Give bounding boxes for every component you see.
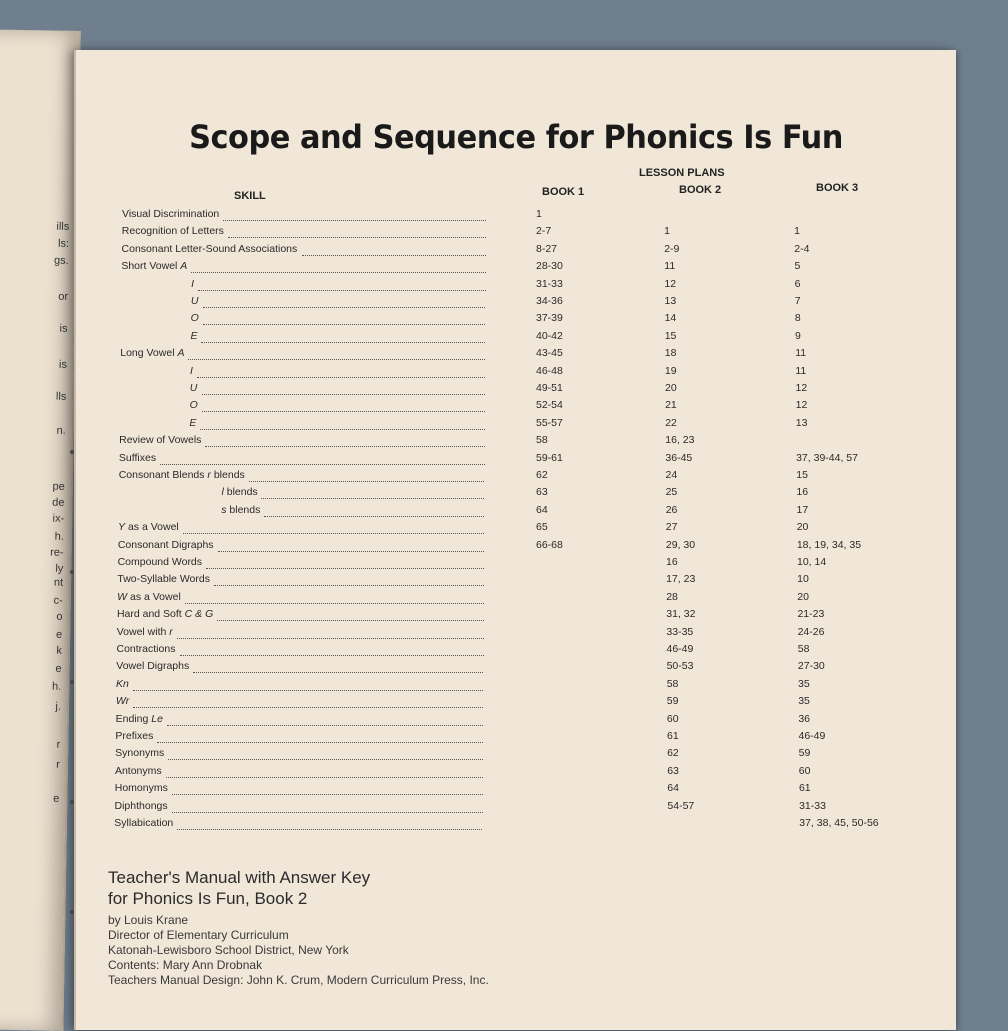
dot-leader	[172, 800, 483, 813]
book2-pages: 64	[667, 782, 679, 795]
book1-pages: 64	[536, 503, 548, 516]
skill-text-suffix: as a Vowel	[127, 590, 181, 603]
skill-italic-text: r	[207, 469, 211, 481]
skill-label	[115, 765, 162, 777]
book2-pages: 59	[666, 695, 679, 708]
skill-italic-text: Wr	[115, 695, 130, 708]
table-row	[76, 678, 956, 695]
book2-pages: 16, 23	[665, 434, 695, 447]
book2-pages: 46-49	[666, 643, 694, 655]
dot-leader	[133, 695, 483, 708]
dot-leader	[201, 330, 485, 343]
book1-pages: 58	[536, 434, 548, 447]
book2-pages: 2-9	[664, 242, 680, 255]
table-row	[76, 730, 956, 747]
book1-pages: 46-48	[536, 364, 563, 377]
book1-pages: 40-42	[536, 329, 563, 342]
book3-pages: 11	[795, 364, 807, 377]
book2-pages: 11	[664, 260, 676, 273]
skill-label	[191, 295, 199, 307]
skill-label	[119, 452, 156, 464]
skill-italic-text: Y	[118, 521, 126, 534]
skill-text: Short Vowel	[121, 260, 181, 273]
skill-italic-text: l	[221, 486, 224, 499]
book1-pages: 63	[536, 486, 548, 499]
dot-leader	[177, 817, 482, 830]
table-row	[76, 713, 956, 730]
table-row	[76, 295, 956, 312]
book2-pages: 22	[665, 416, 677, 429]
skill-text: Two-Syllable Words	[117, 573, 210, 586]
skill-header: SKILL	[234, 190, 266, 202]
left-page-text-fragment: e	[55, 628, 63, 641]
book2-pages: 50-53	[666, 660, 694, 673]
table-row	[76, 747, 956, 764]
left-page-text-fragment: ills	[56, 220, 70, 233]
dot-leader	[205, 434, 485, 447]
book1-pages: 62	[536, 469, 548, 481]
book3-pages: 1	[794, 225, 800, 238]
left-page-text-fragment: ly	[55, 562, 64, 575]
book2-pages: 15	[664, 329, 677, 342]
skill-label	[121, 260, 187, 272]
skill-text: Contractions	[116, 643, 176, 655]
book3-pages: 58	[797, 643, 810, 655]
dot-leader	[200, 417, 484, 430]
table-row	[76, 660, 956, 677]
table-row	[76, 330, 956, 347]
dot-leader	[197, 365, 485, 378]
skill-text: Review of Vowels	[119, 434, 202, 447]
skill-label	[190, 330, 197, 342]
dot-leader	[188, 347, 485, 360]
skill-text: Synonyms	[115, 747, 165, 760]
author: by Louis Krane	[108, 913, 189, 927]
book3-pages: 6	[794, 277, 801, 290]
dot-leader	[249, 469, 485, 482]
skill-text-suffix: as a Vowel	[125, 521, 179, 534]
book3-pages: 10	[797, 573, 809, 586]
dot-leader	[202, 382, 485, 395]
manual-title-line1: Teacher's Manual with Answer Key	[108, 868, 371, 887]
table-row	[76, 608, 956, 625]
table-row	[76, 556, 956, 573]
book2-pages: 63	[667, 764, 679, 777]
dot-leader	[302, 243, 486, 256]
dot-leader	[217, 608, 484, 621]
book2-pages: 1	[664, 225, 670, 238]
dot-leader	[198, 278, 485, 291]
skill-text: Diphthongs	[114, 799, 168, 812]
manual-title-line2: for Phonics Is Fun, Book 2	[108, 889, 308, 908]
book2-pages: 18	[664, 347, 677, 360]
left-page-text-fragment: e	[55, 662, 62, 675]
book3-pages: 36	[798, 712, 811, 725]
table-row	[76, 591, 956, 608]
design-credit: Teachers Manual Design: John K. Crum, Modern Curriculum Press, Inc.	[108, 973, 489, 987]
table-row	[76, 243, 956, 260]
skill-label	[190, 365, 193, 377]
skill-text-suffix: blends	[223, 486, 258, 499]
skill-text: Consonant Letter-Sound Associations	[121, 242, 298, 255]
table-row	[76, 695, 956, 712]
book2-pages: 54-57	[667, 799, 695, 812]
skill-label	[191, 278, 194, 290]
book2-pages: 28	[666, 590, 678, 603]
skill-label	[114, 817, 173, 829]
book2-pages: 36-45	[665, 451, 693, 464]
book2-pages: 25	[665, 486, 678, 499]
book3-pages: 8	[794, 312, 801, 325]
book2-pages: 60	[666, 712, 679, 725]
book1-pages: 31-33	[536, 277, 563, 290]
skill-italic-text: O	[189, 399, 198, 412]
skill-label	[118, 556, 202, 568]
dot-leader	[183, 521, 484, 534]
book3-pages: 20	[796, 521, 809, 534]
dot-leader	[168, 747, 483, 760]
left-page-text-fragment: lls	[55, 390, 67, 403]
book3-pages: 12	[795, 382, 808, 394]
skill-text: Syllabication	[114, 817, 174, 829]
dot-leader	[167, 713, 483, 726]
skill-label	[119, 434, 201, 446]
dot-leader	[185, 591, 484, 604]
book2-pages: 17, 23	[666, 573, 696, 586]
skill-label	[118, 521, 179, 533]
skill-italic-text: A	[177, 347, 185, 360]
table-row	[76, 347, 956, 364]
left-page-text-fragment: ix-	[52, 512, 65, 525]
book2-pages: 12	[664, 277, 677, 290]
dot-leader	[203, 312, 486, 325]
book3-pages: 16	[796, 486, 809, 499]
skill-text: Vowel with	[116, 625, 170, 638]
left-page-text-fragment: r	[56, 738, 61, 751]
book2-pages: 33-35	[666, 625, 694, 638]
book1-header: BOOK 1	[542, 186, 585, 198]
skill-italic-text: s	[221, 503, 227, 516]
left-page-text-fragment: n.	[56, 424, 66, 437]
skill-label	[115, 747, 164, 759]
book3-pages: 9	[795, 329, 801, 342]
school-district: Katonah-Lewisboro School District, New York	[108, 943, 349, 957]
table-row	[76, 260, 956, 277]
skill-text: Antonyms	[114, 764, 162, 777]
skill-text-suffix: blends	[210, 469, 245, 481]
book2-pages: 21	[665, 399, 677, 412]
book2-pages: 58	[666, 677, 679, 690]
skill-label	[116, 660, 189, 672]
contents-credit: Contents: Mary Ann Drobnak	[108, 958, 263, 972]
book3-pages: 27-30	[797, 660, 825, 673]
dot-leader	[203, 295, 486, 308]
skill-label	[120, 347, 184, 359]
left-page-text-fragment: j.	[55, 700, 62, 713]
skill-label	[115, 800, 168, 812]
skill-italic-text: I	[190, 364, 193, 377]
skill-label	[189, 417, 196, 429]
table-row	[76, 521, 956, 538]
skill-italic-text: Le	[151, 712, 163, 725]
left-page-text-fragment: e	[53, 792, 60, 805]
left-page-text-fragment: pe	[52, 480, 65, 493]
book2-pages: 62	[667, 747, 679, 760]
book3-pages: 13	[795, 416, 808, 429]
skill-text: Hard and Soft	[116, 608, 185, 621]
table-row	[76, 417, 956, 434]
table-row	[76, 434, 956, 451]
skill-label	[116, 678, 129, 690]
book3-pages: 46-49	[798, 730, 826, 742]
skill-text: Long Vowel	[120, 347, 178, 360]
skill-label	[119, 469, 245, 481]
book1-pages: 66-68	[536, 538, 563, 551]
book2-pages: 27	[665, 521, 678, 534]
book1-pages: 43-45	[536, 347, 563, 360]
table-row	[76, 365, 956, 382]
book2-header: BOOK 2	[679, 184, 722, 196]
book1-pages: 8-27	[536, 242, 558, 255]
book1-pages: 52-54	[536, 399, 563, 412]
dot-leader	[206, 556, 484, 569]
dot-leader	[157, 730, 483, 743]
dot-leader	[261, 486, 484, 499]
dot-leader	[264, 504, 484, 517]
book2-pages: 19	[664, 364, 677, 377]
skill-label	[116, 713, 163, 725]
left-page-text-fragment: h.	[54, 530, 64, 543]
book1-pages: 28-30	[536, 260, 563, 273]
skill-italic-text: r	[169, 625, 173, 638]
dot-leader	[191, 260, 485, 273]
book3-pages: 60	[798, 764, 811, 777]
table-row	[76, 573, 956, 590]
dot-leader	[172, 782, 483, 795]
book2-pages: 31, 32	[666, 608, 696, 621]
skill-italic-text: E	[190, 329, 198, 342]
skill-italic-text: U	[189, 382, 198, 394]
skill-label	[117, 573, 210, 585]
skill-text: Ending	[115, 712, 152, 725]
table-row	[76, 817, 956, 834]
book3-pages: 37, 39-44, 57	[796, 451, 858, 464]
book2-pages: 29, 30	[665, 538, 696, 551]
left-page-text-fragment: gs.	[53, 254, 69, 267]
skill-label	[190, 382, 198, 394]
skill-label	[117, 591, 181, 603]
skill-text: Prefixes	[115, 730, 154, 742]
left-page-text-fragment: de	[52, 496, 65, 509]
table-row	[76, 643, 956, 660]
dot-leader	[177, 626, 484, 639]
book3-pages: 24-26	[797, 625, 825, 638]
left-page-text-fragment: o	[56, 610, 63, 623]
table-row	[76, 469, 956, 486]
left-page-text-fragment: ls:	[57, 237, 70, 250]
skill-label	[115, 782, 168, 794]
left-page-text-fragment: is	[59, 322, 68, 335]
skill-italic-text: I	[191, 277, 195, 290]
left-page-text-fragment: h.	[51, 680, 62, 693]
book3-pages: 18, 19, 34, 35	[796, 538, 862, 551]
left-page	[0, 29, 81, 1031]
book2-pages: 26	[665, 503, 678, 516]
dot-leader	[160, 452, 485, 465]
book-page	[74, 50, 956, 1030]
book3-pages: 21-23	[797, 608, 825, 621]
book2-pages: 13	[664, 295, 677, 307]
book2-pages: 14	[664, 312, 677, 325]
table-row	[76, 399, 956, 416]
book2-pages: 16	[666, 556, 678, 568]
table-row	[76, 452, 956, 469]
skill-text: Homonyms	[114, 782, 168, 795]
book1-pages: 37-39	[536, 312, 563, 325]
skill-text: Recognition of Letters	[121, 225, 224, 238]
book2-pages: 20	[665, 382, 677, 394]
left-page-text-fragment: k	[56, 644, 63, 657]
book3-pages: 7	[794, 295, 801, 307]
book3-pages: 61	[798, 782, 811, 795]
skill-italic-text: E	[189, 416, 197, 429]
book3-header: BOOK 3	[816, 182, 859, 194]
left-page-text-fragment: r	[56, 758, 61, 771]
book3-pages: 31-33	[799, 799, 826, 812]
skill-text: Consonant Blends	[118, 469, 208, 481]
table-row	[76, 208, 956, 225]
skill-label	[190, 399, 198, 411]
book1-pages: 55-57	[536, 416, 563, 429]
left-page-text-fragment: nt	[53, 576, 64, 589]
skill-italic-text: A	[180, 260, 188, 273]
skill-text-suffix: blends	[226, 503, 261, 516]
book2-pages: 61	[667, 730, 679, 742]
skill-label	[117, 643, 176, 655]
dot-leader	[166, 765, 483, 778]
skill-label	[122, 243, 298, 255]
book3-pages: 2-4	[794, 242, 810, 255]
dot-leader	[223, 208, 486, 221]
left-page-text-fragment: re-	[50, 546, 64, 559]
skill-label	[117, 626, 173, 638]
table-row	[76, 765, 956, 782]
author-role: Director of Elementary Curriculum	[108, 928, 289, 942]
skill-label	[221, 504, 260, 516]
book3-pages: 35	[798, 695, 810, 708]
dot-leader	[180, 643, 484, 656]
skill-text: Vowel Digraphs	[116, 660, 190, 673]
book3-pages: 11	[795, 347, 807, 360]
book3-pages: 10, 14	[797, 556, 827, 568]
skill-text: Consonant Digraphs	[117, 538, 214, 551]
skill-text: Compound Words	[117, 556, 203, 568]
table-row	[76, 278, 956, 295]
skill-italic-text: O	[190, 312, 199, 325]
skill-label	[116, 695, 129, 707]
book3-pages: 5	[794, 260, 801, 273]
skill-label	[118, 539, 214, 551]
skill-label	[117, 608, 213, 620]
table-row	[76, 504, 956, 521]
table-row	[76, 539, 956, 556]
skill-text: Suffixes	[118, 451, 157, 464]
table-row	[76, 486, 956, 503]
skill-italic-text: C & G	[184, 608, 214, 621]
skill-italic-text: Kn	[116, 677, 129, 690]
book3-pages: 17	[796, 503, 809, 516]
credits-block	[108, 867, 489, 988]
skill-label	[115, 730, 153, 742]
book1-pages: 49-51	[536, 382, 563, 394]
page-title: Scope and Sequence for Phonics Is Fun	[189, 118, 843, 156]
left-page-text-fragment: is	[58, 358, 67, 371]
dot-leader	[218, 539, 484, 552]
book3-pages: 59	[798, 747, 811, 760]
skill-label	[221, 486, 257, 498]
dot-leader	[202, 399, 485, 412]
dot-leader	[214, 573, 484, 586]
table-row	[76, 782, 956, 799]
dot-leader	[133, 678, 483, 691]
skill-label	[122, 225, 224, 237]
book3-pages: 20	[797, 590, 809, 603]
book1-pages: 65	[536, 521, 548, 534]
table-row	[76, 382, 956, 399]
book2-pages: 24	[665, 469, 678, 481]
left-page-text-fragment: or	[58, 290, 69, 303]
book1-pages: 34-36	[536, 295, 563, 307]
book3-pages: 12	[795, 399, 808, 412]
skill-label	[191, 312, 199, 324]
book3-pages: 37, 38, 45, 50-56	[799, 817, 879, 829]
skill-text: Visual Discrimination	[122, 208, 220, 220]
dot-leader	[228, 225, 486, 238]
skill-italic-text: U	[190, 295, 199, 307]
book3-pages: 35	[798, 677, 810, 690]
skill-label	[122, 208, 219, 220]
left-page-text-fragment: c-	[53, 594, 63, 607]
skill-italic-text: W	[117, 590, 128, 603]
dot-leader	[193, 660, 483, 673]
table-row	[76, 225, 956, 242]
lesson-plans-header: LESSON PLANS	[639, 167, 725, 179]
table-row	[76, 312, 956, 329]
book3-pages: 15	[796, 469, 808, 481]
table-row	[76, 800, 956, 817]
book1-pages: 59-61	[536, 451, 563, 464]
book1-pages: 1	[536, 208, 542, 220]
book1-pages: 2-7	[536, 225, 552, 238]
table-row	[76, 626, 956, 643]
